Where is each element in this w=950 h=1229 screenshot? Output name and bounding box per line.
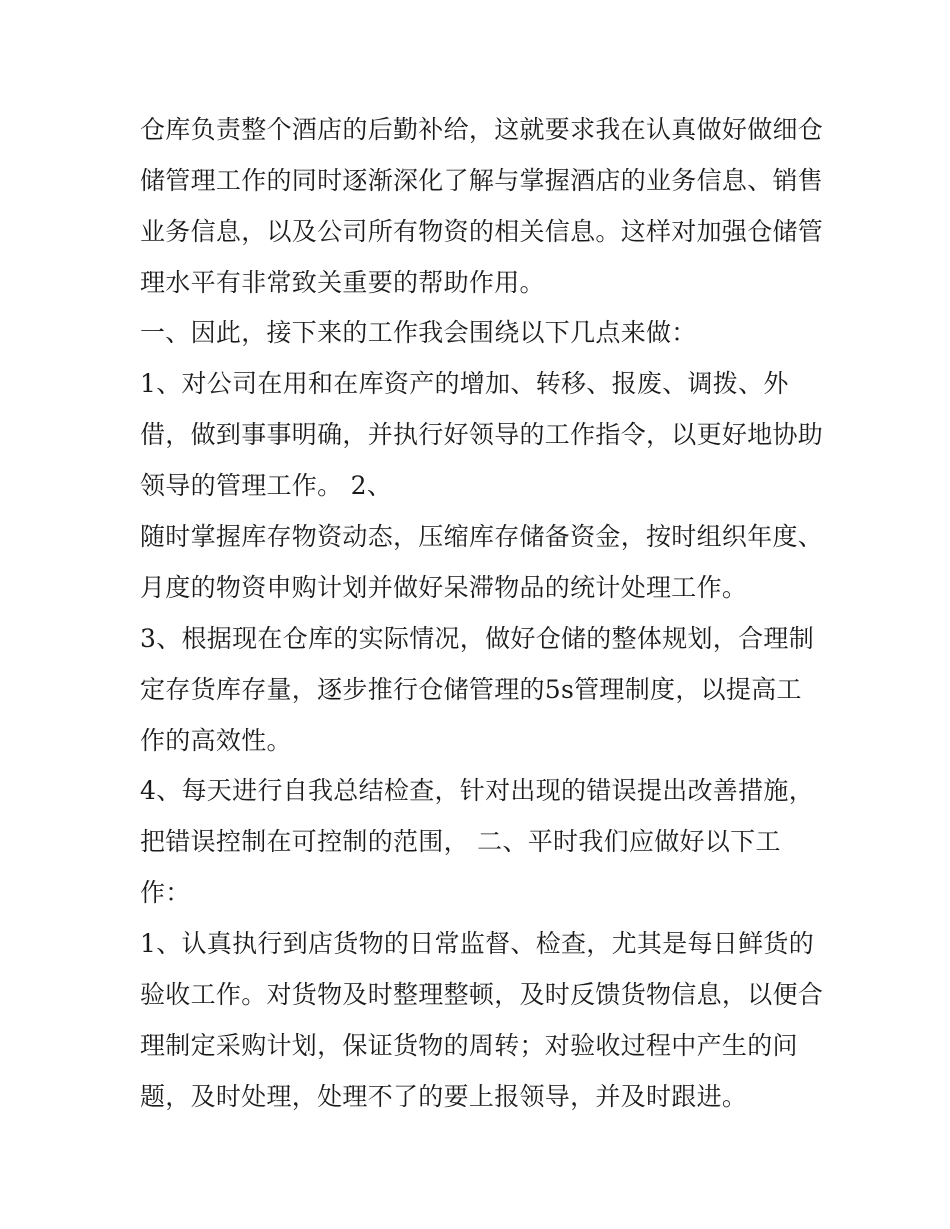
- text-line-2: 储管理工作的同时逐渐深化了解与掌握酒店的业务信息、销售: [140, 166, 824, 195]
- text-line-7: 借，做到事事明确，并执行好领导的工作指令，以更好地协助: [140, 420, 824, 449]
- text-line-15: 把错误控制在可控制的范围， 二、平时我们应做好以下工: [140, 827, 781, 856]
- text-line-9: 随时掌握库存物资动态，压缩库存储备资金，按时组织年度、: [140, 522, 824, 551]
- text-line-12: 定存货库存量，逐步推行仓储管理的5s管理制度，以提高工: [140, 675, 802, 704]
- text-line-4: 理水平有非常致关重要的帮助作用。: [140, 268, 545, 297]
- text-line-10: 月度的物资申购计划并做好呆滞物品的统计处理工作。: [140, 573, 748, 602]
- text-line-19: 理制定采购计划，保证货物的周转；对验收过程中产生的问: [140, 1031, 798, 1060]
- text-line-14: 4、每天进行自我总结检查，针对出现的错误提出改善措施，: [140, 776, 815, 805]
- text-line-1: 仓库负责整个酒店的后勤补给，这就要求我在认真做好做细仓: [140, 115, 824, 144]
- text-line-8: 领导的管理工作。 2、: [140, 471, 393, 500]
- text-line-20: 题，及时处理，处理不了的要上报领导，并及时跟进。: [140, 1082, 748, 1111]
- text-line-13: 作的高效性。: [140, 726, 292, 755]
- text-line-17: 1、认真执行到店货物的日常监督、检查，尤其是每日鲜货的: [140, 929, 815, 958]
- text-line-11: 3、根据现在仓库的实际情况，做好仓储的整体规划，合理制: [140, 624, 815, 653]
- text-line-3: 业务信息，以及公司所有物资的相关信息。这样对加强仓储管: [140, 217, 824, 246]
- text-line-6: 1、对公司在用和在库资产的增加、转移、报废、调拨、外: [140, 369, 789, 398]
- section-heading-1: 一、因此，接下来的工作我会围绕以下几点来做：: [140, 318, 697, 347]
- text-line-16: 作：: [140, 878, 191, 907]
- text-line-18: 验收工作。对货物及时整理整顿，及时反馈货物信息，以便合: [140, 980, 824, 1009]
